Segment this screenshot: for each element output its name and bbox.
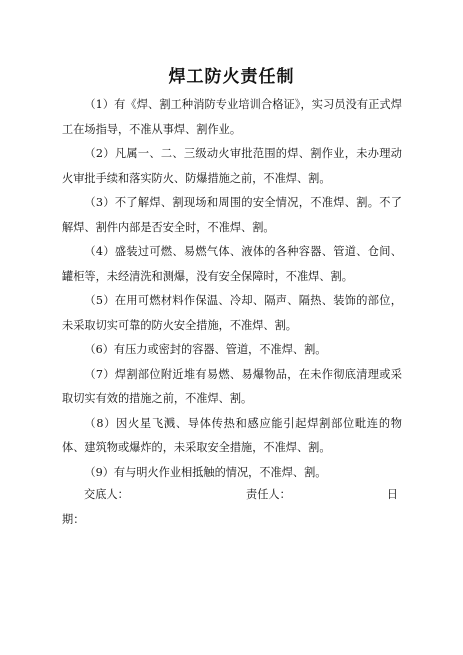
date-label-head: 日 — [386, 488, 398, 501]
handover-label: 交底人： — [84, 488, 129, 501]
paragraph-5: （5）在用可燃材料作保温、冷却、隔声、隔热、装饰的部位，未采取切实可靠的防火安全措施，不准焊、割。 — [62, 294, 402, 332]
paragraph-9: （9）有与明火作业相抵触的情况，不准焊、割。 — [84, 465, 327, 479]
responsible-label: 责任人： — [246, 488, 291, 501]
paragraph-2: （2）凡属一、二、三级动火审批范围的焊、割作业，未办理动火审批手续和落实防火、防爆措施之前，不准焊、割。 — [62, 147, 402, 185]
paragraph-3: （3）不了解焊、割现场和周围的安全情况，不准焊、割。不了解焊、割件内部是否安全时，不准焊、割。 — [62, 196, 402, 234]
paragraph-4: （4）盛装过可燃、易燃气体、液体的各种容器、管道、仓间、罐柜等，未经清洗和测爆，没有安全保障时，不准焊、割。 — [62, 245, 402, 283]
date-label-tail: 期： — [62, 512, 85, 526]
signature-block — [62, 483, 402, 526]
paragraph-7: （7）焊割部位附近堆有易燃、易爆物品，在未作彻底清理或采取切实有效的措施之前，不准焊、割。 — [62, 367, 402, 405]
document-title: 焊工防火责任制 — [168, 67, 295, 87]
document-body — [62, 93, 402, 485]
paragraph-8: （8）因火星飞溅、导体传热和感应能引起焊割部位毗连的物体、建筑物或爆炸的，未采取安全措施，不准焊、割。 — [62, 416, 402, 454]
signature-row — [62, 483, 402, 526]
paragraph-1: （1）有《焊、割工种消防专业培训合格证》，实习员没有正式焊工在场指导，不准从事焊、割作业。 — [62, 98, 402, 136]
paragraph-6: （6）有压力或密封的容器、管道，不准焊、割。 — [84, 343, 327, 356]
